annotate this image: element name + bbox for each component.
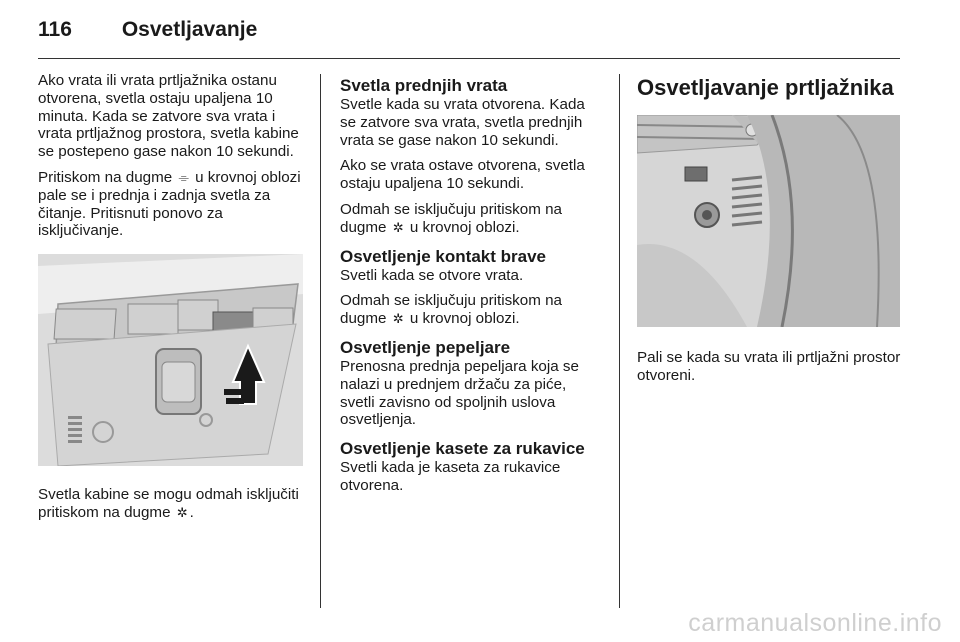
col2-paragraph-5: Odmah se isključuju pritiskom na dugme ✲ u krovnoj oblozi. [340,292,562,328]
column-3 [637,72,907,393]
column-divider-2 [619,74,620,608]
col1-paragraph-1: Ako vrata ili vrata prtljažnika ostanu otvorena, svetla ostaju upaljena 10 minuta. Kada se zatvore sva vrata i vrata prtljažnog prostora, svetla kabine se postepeno gase nakon 10 sekundi. [38,72,299,161]
column-divider-1 [320,74,321,608]
heading-glovebox-light: Osvetljenje kasete za rukavice [340,439,585,459]
heading-ignition-light: Osvetljenje kontakt brave [340,246,546,266]
col2-paragraph-1: Svetle kada su vrata otvorena. Kada se zatvore sva vrata, svetla prednjih vrata se gase nakon 10 sekundi. [340,96,585,149]
trunk-light-photo [637,115,900,327]
column-2 [340,72,605,503]
heading-front-door-lights: Svetla prednjih vrata [340,76,508,95]
col3-paragraph-1: Pali se kada su vrata ili prtljažni prostor otvoreni. [637,349,901,384]
lamp-off-icon: ✲ [392,219,404,235]
col1-paragraph-3: Svetla kabine se mogu odmah isključiti pritiskom na dugme ✲ . [38,486,299,521]
column-1 [38,72,306,530]
roof-console-photo [38,254,303,466]
page-header [38,18,257,42]
col2-paragraph-3: Odmah se isključuju pritiskom na dugme ✲ u krovnoj oblozi. [340,200,562,236]
watermark: carmanualsonline.info [688,609,942,637]
page-number: 116 [38,18,72,41]
header-rule [38,58,900,59]
page-title: Osvetljavanje [121,18,258,41]
reading-lamp-icon: ⌯ [178,169,189,185]
lamp-off-icon: ✲ [392,311,404,327]
col2-paragraph-7: Svetli kada je kaseta za rukavice otvorena. [340,459,561,494]
col2-paragraph-6: Prenosna prednja pepeljara koja se nalazi u prednjem držaču za piće, svetli zavisno od spoljnih uslova osvetljenja. [340,357,579,429]
col2-paragraph-4: Svetli kada se otvore vrata. [340,266,524,284]
heading-ashtray-light: Osvetljenje pepeljare [340,337,511,357]
heading-trunk-lighting: Osvetljavanje prtljažnika [637,75,894,100]
col1-paragraph-2: Pritiskom na dugme ⌯ u krovnoj oblozi pale se i prednja i zadnja svetla za čitanje. Pritisnuti ponovo za isključivanje. [38,168,301,240]
col2-paragraph-2: Ako se vrata ostave otvorena, svetla ostaju upaljena 10 sekundi. [340,157,585,193]
lamp-off-icon: ✲ [176,504,188,520]
